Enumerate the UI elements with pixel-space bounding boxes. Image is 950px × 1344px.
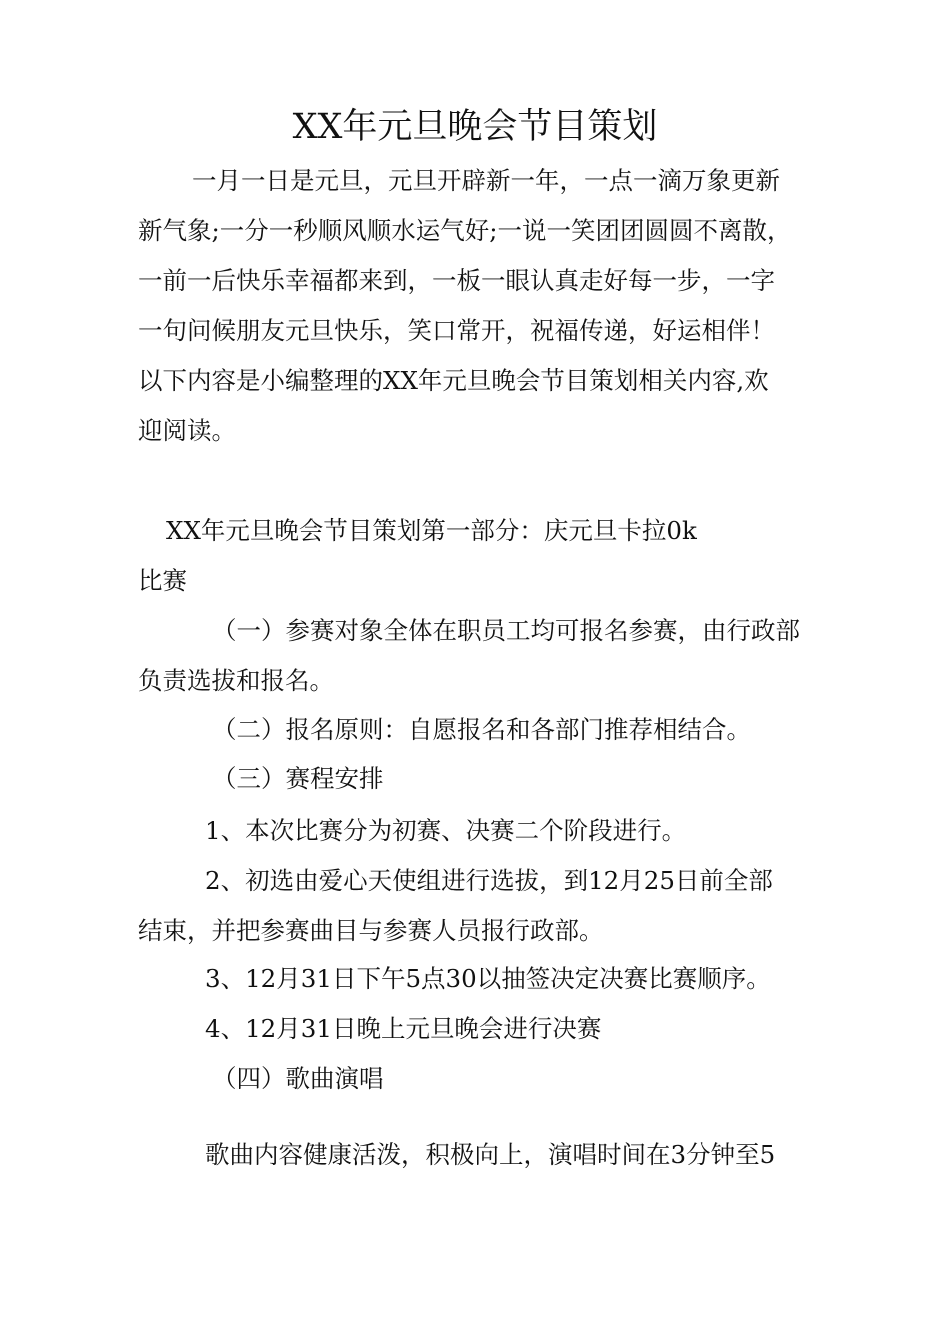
intro-line: 一句问候朋友元旦快乐，笑口常开，祝福传递，好运相伴！ <box>138 316 775 345</box>
schedule-item-continuation: 结束，并把参赛曲目与参赛人员报行政部。 <box>138 916 604 945</box>
item-one-line: （一）参赛对象全体在职员工均可报名参赛，由行政部 <box>212 616 800 645</box>
item-one-line: 负责选拔和报名。 <box>138 666 334 695</box>
intro-line: 一月一日是元旦，元旦开辟新一年，一点一滴万象更新 <box>192 166 780 195</box>
intro-line: 新气象;一分一秒顺风顺水运气好;一说一笑团团圆圆不离散， <box>138 216 792 245</box>
schedule-item: 3、12月31日下午5点30以抽签决定决赛比赛顺序。 <box>205 964 771 993</box>
song-requirement-line: 歌曲内容健康活泼，积极向上，演唱时间在3分钟至5 <box>205 1140 776 1169</box>
schedule-item: 2、初选由爱心天使组进行选拔，到12月25日前全部 <box>205 866 773 895</box>
item-four: （四）歌曲演唱 <box>212 1064 384 1093</box>
section-heading: XX年元旦晚会节目策划第一部分：庆元旦卡拉0k <box>166 516 697 545</box>
intro-line: 以下内容是小编整理的XX年元旦晚会节目策划相关内容,欢 <box>138 366 769 395</box>
schedule-item: 1、本次比赛分为初赛、决赛二个阶段进行。 <box>205 816 687 845</box>
intro-line: 迎阅读。 <box>138 416 236 445</box>
section-heading-continuation: 比赛 <box>138 566 187 595</box>
intro-line: 一前一后快乐幸福都来到，一板一眼认真走好每一步，一字 <box>138 266 775 295</box>
document-title: XX年元旦晚会节目策划 <box>292 107 658 147</box>
item-two: （二）报名原则：自愿报名和各部门推荐相结合。 <box>212 715 751 744</box>
schedule-item: 4、12月31日晚上元旦晚会进行决赛 <box>205 1014 602 1043</box>
item-three: （三）赛程安排 <box>212 764 384 793</box>
